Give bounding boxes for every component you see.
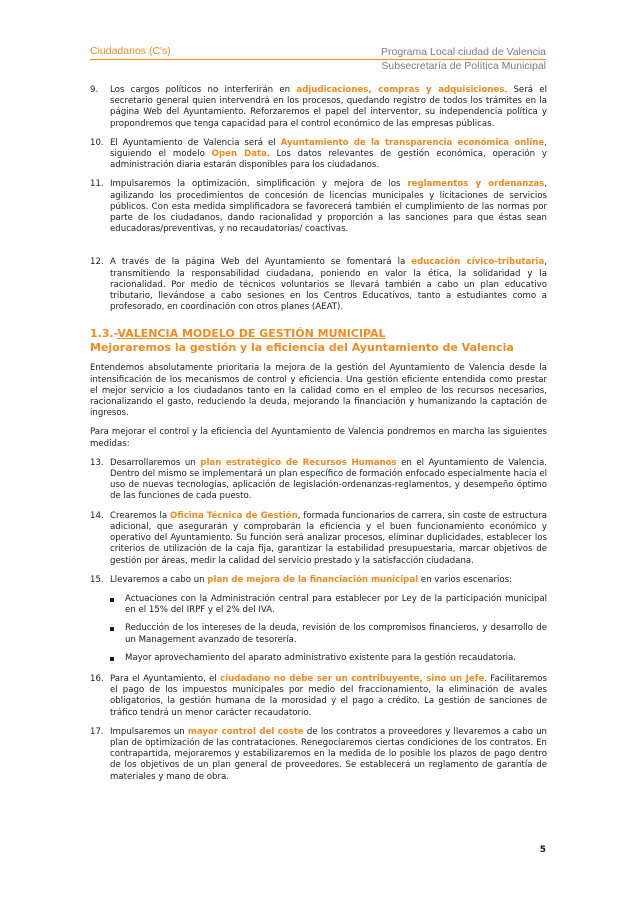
- section-title: VALENCIA MODELO DE GESTIÓN MUNICIPAL: [117, 327, 386, 341]
- item-text: El Ayuntamiento de Valencia será el: [110, 137, 281, 148]
- page-number: 5: [539, 845, 546, 855]
- item-text: , siguiendo el modelo: [110, 137, 547, 160]
- item-highlight: ciudadano no debe ser un contribuyente, sino un Jefe: [220, 673, 485, 684]
- section-heading: [90, 327, 547, 341]
- item-number: 10.: [90, 137, 104, 148]
- item-highlight: Open Data: [211, 149, 267, 160]
- item-text: Los cargos políticos no interferirán en: [110, 85, 297, 95]
- section-subtitle: Mejoraremos la gestión y la eficiencia del Ayuntamiento de Valencia: [90, 341, 514, 355]
- item-highlight: plan estratégico de Recursos Humanos: [200, 457, 397, 468]
- list-item-16: [90, 674, 547, 719]
- header-program-line2: Subsecretaría de Política Municipal: [381, 60, 546, 72]
- list-item-17: [90, 727, 547, 783]
- list-item-15: [90, 575, 547, 586]
- section-number: 1.3.-: [90, 327, 118, 341]
- header-program-line1: Programa Local ciudad de Valencia: [381, 46, 546, 58]
- item-highlight: mayor control del coste: [187, 726, 304, 737]
- bullet-text: Mayor aprovechamiento del aparato administrativo existente para la gestión recaudatoria.: [125, 652, 517, 663]
- bullet-item: [90, 594, 547, 616]
- item-text: , transmitiendo la responsabilidad ciudadana, poniendo en valor la ética, la solidaridad y la racionalidad. Por medio de técnicos voluntarios se llevará también a cabo un plan educativo tributario, llevándose a cabo sesiones en los Centros Educativos, tanto a estudiantes como a profesorado, en coordinación con otros planes (AEAT).: [110, 257, 547, 313]
- list-item-14: [90, 511, 547, 567]
- item-number: 9.: [90, 85, 99, 95]
- item-text: . Será el secretario general quien intervendrá en los procesos, quedando registro de todos los trámites en la página Web del Ayuntamiento. Reforzaremos el papel del interventor, su independencia política y propondremos que tenga capacidad para el control económico de las empresas públicas.: [110, 85, 547, 129]
- item-text: Desarrollaremos un: [110, 457, 201, 468]
- list-item-13: [90, 458, 547, 503]
- item-text: Crearemos la: [110, 510, 171, 521]
- list-item-9: [90, 85, 547, 130]
- item-text: A través de la página Web del Ayuntamiento se fomentará la: [110, 257, 412, 268]
- item-text: de los contratos a proveedores y llevaremos a cabo un plan de optimización de las contrataciones. Renegociaremos ciertas condiciones de los contratos. En contrapartida, mejoraremos y estabilizaremos en la medida de lo posible los plazos de pago dentro de los objetivos de un plan general de proveedores. Se establecerá un reglamento de garantía de materiales y mano de obra.: [110, 726, 547, 782]
- header-party-name: Ciudadanos (C's): [90, 45, 171, 57]
- document-body: [90, 85, 547, 791]
- item-text: en varios escenarios:: [418, 574, 513, 585]
- bullet-item: [90, 653, 547, 664]
- item-text: . Los datos relevantes de gestión económica, operación y administración diaria estarán disponibles para los ciudadanos.: [110, 149, 547, 171]
- item-text: . Facilitaremos el pago de los impuestos municipales por medio del fraccionamiento, la eliminación de avales obligatorios, la gestión humana de la morosidad y el pago a crédito. La gestión de sanciones de tráfico tendrá un menor carácter recaudatorio.: [110, 673, 547, 718]
- measures-intro-paragraph: Para mejorar el control y la eficiencia del Ayuntamiento de Valencia pondremos en marcha las siguientes medidas:: [90, 427, 547, 449]
- item-text: Para el Ayuntamiento, el: [110, 673, 221, 684]
- bullet-text: Reducción de los intereses de la deuda, revisión de los compromisos financieros, y desarrollo de un Management avanzado de tesorería.: [125, 623, 547, 645]
- item-number: 15.: [90, 574, 104, 585]
- item-text: , agilizando los procedimientos de concesión de licencias municipales y licitaciones de servicios públicos. Con esta medida simplificadora se favorecerá también el cumplimiento de las normas por parte de los ciudadanos, dando racionalidad y proporción a las sanciones para que éstas sean educadoras/preventivas, y no recaudatorias/ coactivas.: [110, 179, 548, 235]
- item-text: en el Ayuntamiento de Valencia. Dentro del mismo se implementará un plan específico de formación enfocado especialmente hacia el uso de nuevas tecnologías, aplicación de legislación-ordenanzas-reglamentos, y desempeño óptimo de las funciones de cada puesto.: [110, 457, 547, 502]
- bullet-square-icon: [110, 598, 114, 602]
- header-divider: [90, 59, 546, 60]
- item-number: 12.: [90, 257, 104, 268]
- item-number: 13.: [90, 457, 104, 468]
- list-item-11: [90, 179, 547, 235]
- list-item-12: [90, 257, 547, 313]
- bullet-square-icon: [110, 627, 114, 631]
- item-highlight: Oficina Técnica de Gestión: [170, 510, 298, 521]
- item-number: 11.: [90, 179, 104, 190]
- bullet-square-icon: [110, 657, 114, 661]
- item-text: Llevaremos a cabo un: [110, 574, 208, 585]
- item-highlight: Ayuntamiento de la transparencia económica online: [280, 137, 545, 148]
- item-text: Impulsaremos la optimización, simplificación y mejora de los: [110, 179, 408, 190]
- item-highlight: adjudicaciones, compras y adquisiciones: [296, 85, 505, 95]
- item-number: 17.: [90, 726, 104, 737]
- item-highlight: educación cívico-tributaria: [411, 257, 545, 268]
- bullet-text: Actuaciones con la Administración central para establecer por Ley de la participación municipal en el 15% del IRPF y el 2% del IVA.: [125, 593, 547, 616]
- item-highlight: reglamentos y ordenanzas: [407, 179, 545, 190]
- item-number: 14.: [90, 510, 104, 521]
- item-number: 16.: [90, 673, 104, 684]
- bullet-item: [90, 623, 547, 645]
- item-text: , formada funcionarios de carrera, sin coste de estructura adicional, que asegurarán y comprobarán la eficiencia y el buen funcionamiento económico y operativo del Ayuntamiento. Su función será analizar procesos, eliminar duplicidades, establecer los criterios de utilización de la caja fija, garantizar la estabilidad presupuestaria, marcar objetivos de gestión por áreas, medir la calidad del servicio prestado y la satisfacción ciudadana.: [110, 510, 547, 566]
- list-item-10: [90, 138, 547, 172]
- item-highlight: plan de mejora de la financiación municipal: [207, 574, 419, 585]
- item-text: Impulsaremos un: [110, 726, 188, 737]
- intro-paragraph: Entendemos absolutamente prioritaria la mejora de la gestión del Ayuntamiento de Valencia desde la intensificación de los mecanismos de control y eficiencia. Una gestión eficiente entendida como prestar el mejor servicio a los ciudadanos tanto en la calidad como en el empleo de los recursos necesarios, racionalizando el gasto, reduciendo la deuda, mejorando la financiación y humanizando la captación de ingresos.: [90, 363, 547, 419]
